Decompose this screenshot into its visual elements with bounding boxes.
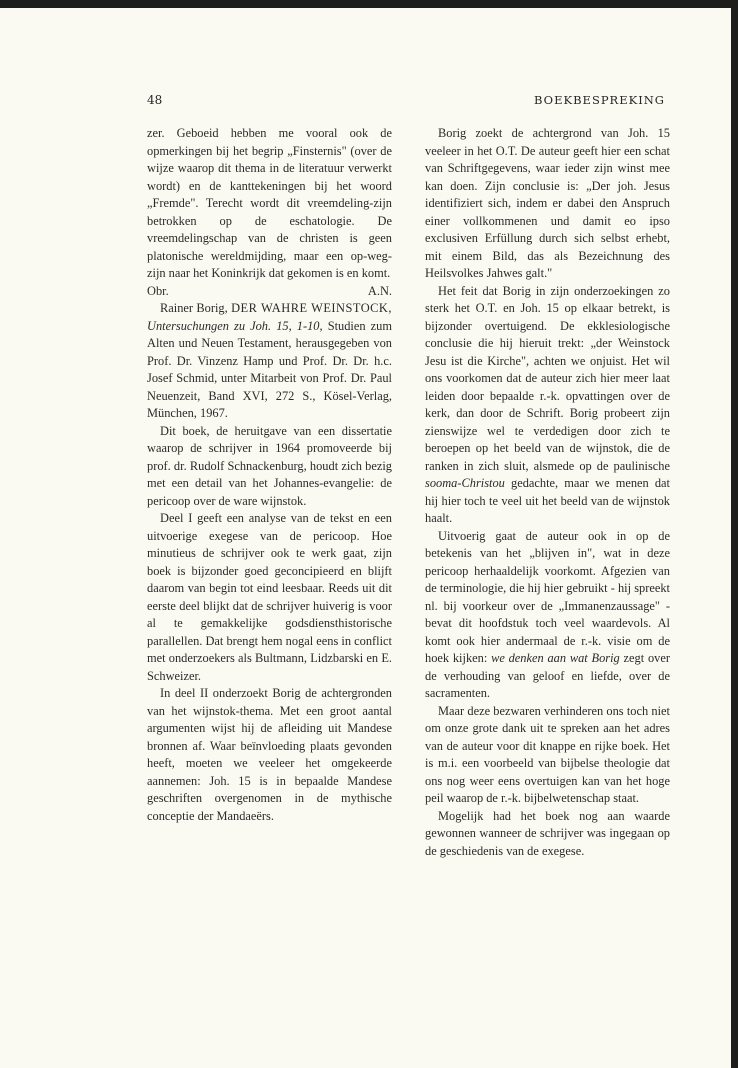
text-run: zegt over de verhouding van geloof en liefde, over de sacramenten. [425, 651, 670, 700]
paragraph: Borig zoekt de achtergrond van Joh. 15 veeleer in het O.T. De auteur geeft hier een schat van Schriftgegevens, waar ieder zijn winst mee kan doen. Zijn conclusie is: „Der joh. Jesus identifiziert sich, indem er dabei den Anspruch einer vollkommenen und damit eo ipso exclusiven Erfüllung durch sich selbst erhebt, mit einem Bild, das als Bezeichnung des Heilsvolkes Jahwes galt." [425, 126, 670, 280]
biblio-details: Studien zum Alten und Neuen Testament, herausgegeben von Prof. Dr. Vinzenz Hamp und Prof. Dr. Dr. h.c. Josef Schmid, unter Mitarbeit von Prof. Dr. Paul Neuenzeit, Band XVI, 272 S., Kösel-Verlag, München, 1967. [147, 318, 392, 420]
page-header [147, 93, 665, 113]
scan-border-top [0, 0, 738, 8]
text-run: gedachte, maar we menen dat hij hier toch te veel uit het beeld van de wijnstok haalt. [425, 476, 670, 525]
text-run: Uitvoerig gaat de auteur ook in op de betekenis van het „blijven in", wat in deze pericoop herhaaldelijk voorkomt. Afgezien van de terminologie, die hij hier gebruikt - hij spreekt nl. bij voorkeur over de „Immanenzaussage" - bevat dit hoofdstuk toch veel waardevols. Al komt ook hier andermaal de r.-k. visie om de hoek kijken: [425, 528, 670, 665]
scan-border-right [731, 0, 738, 1068]
paragraph: Dit boek, de heruitgave van een dissertatie waarop de schrijver in 1964 promoveerde bij prof. dr. Rudolf Schnackenburg, houdt zich bezig met een detail van het Johannes-evangelie: de pericoop over de ware wijnstok. [147, 423, 392, 508]
paragraph [425, 283, 670, 528]
paragraph: Deel I geeft een analyse van de tekst en een uitvoerige exegese van de pericoop. Hoe minutieus de schrijver ook te werk gaat, zijn boek is bijzonder goed geconcipieerd en blijft daarom van begin tot eind leesbaar. Reeds uit dit eerste deel blijkt dat de schrijver huiverig is voor al te gemakkelijke godsdiensthistorische parallellen. Dat brengt hem nogal eens in conflict met onderzoekers als Bultmann, Lidzbarski en E. Schweizer. [147, 511, 392, 683]
running-title: BOEKBESPREKING [534, 93, 665, 107]
paragraph [425, 528, 670, 703]
signature-initials: A.N. [367, 283, 392, 298]
italic-phrase: we denken aan wat Borig [491, 651, 620, 665]
bibliographic-entry [147, 300, 392, 423]
paragraph: Mogelijk had het boek nog aan waarde gewonnen wanneer de schrijver was ingegaan op de geschiedenis van de exegese. [425, 808, 670, 858]
biblio-subtitle: Untersuchungen zu Joh. 15, 1-10, [147, 318, 323, 333]
right-column [425, 125, 670, 860]
text-run: Het feit dat Borig in zijn onderzoekingen zo sterk het O.T. en Joh. 15 op elkaar betrekt, is bijzonder overtuigend. De ekklesiologische conclusie die hij hieruit trekt: „der Weinstock Jesu ist die Kirche", achten we onjuist. Het wil ons voorkomen dat de auteur zich hier meer laat leiden door bepaalde r.-k. opvattingen over de kerk, dan door de Schrift. Borig probeert zijn zienswijze wel te verdedigen door zich te beroepen op het beeld van de wijnstok, die de ranken in zich sluit, alsmede op de paulinische [425, 283, 670, 473]
left-column [147, 125, 392, 825]
paragraph: In deel II onderzoekt Borig de achtergronden van het wijnstok-thema. Met een groot aantal argumenten wijst hij de afleiding uit Mandese bronnen af. Waar beïnvloeding plaats gevonden heeft, moeten we veeleer het omgekeerde aannemen: Joh. 15 is in bepaalde Mandese geschriften overgenomen in de mythische conceptie der Mandaeërs. [147, 686, 392, 823]
italic-term: sooma-Christou [425, 476, 505, 490]
reviewer-signature [147, 283, 392, 301]
page-number: 48 [147, 93, 163, 107]
review-end-paragraph: zer. Geboeid hebben me vooral ook de opmerkingen bij het begrip „Finsternis" (over de wijze waarop dit thema in de literatuur verwerkt wordt) en de kanttekeningen bij het woord „Fremde". Terecht wordt dit vreemdeling-zijn betrokken op de eschatologie. De vreemdelingschap van de christen is geen platonische wereldmijding, maar een op-weg-zijn naar het Koninkrijk dat gekomen is en komt. [147, 126, 392, 280]
signature-location: Obr. [147, 283, 169, 298]
biblio-title: DER WAHRE WEINSTOCK, [231, 301, 392, 315]
biblio-author: Rainer Borig, [160, 301, 228, 315]
paragraph: Maar deze bezwaren verhinderen ons toch niet om onze grote dank uit te spreken aan het adres van de auteur voor dit knappe en rijke boek. Het is m.i. een voorbeeld van bijbelse theologie dat ons nog weer eens overtuigen kan van het hoge peil waarop de r.-k. bijbelwetenschap staat. [425, 703, 670, 805]
